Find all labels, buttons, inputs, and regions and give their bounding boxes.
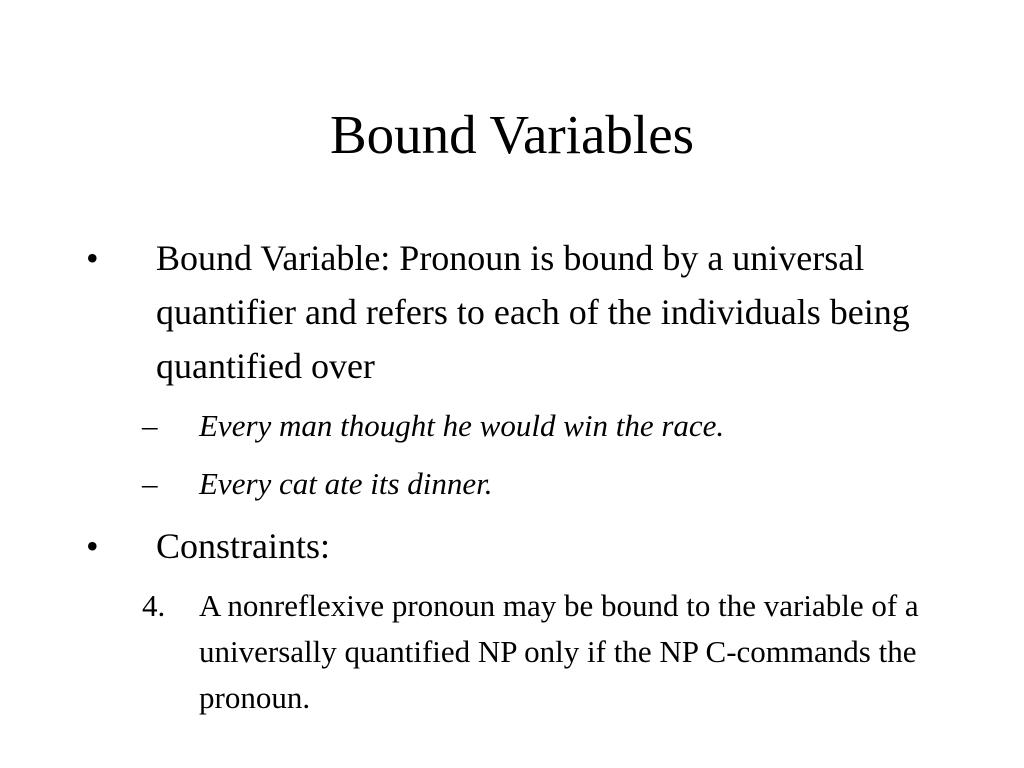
bullet-text-bound-variable: Bound Variable: Pronoun is bound by a universal quantifier and refers to each of the individuals being quantified over	[156, 238, 910, 386]
dash-marker: –	[142, 408, 158, 443]
bullet-marker: •	[86, 526, 99, 566]
dash-marker: –	[142, 466, 158, 501]
slide-title: Bound Variables	[329, 104, 695, 165]
constraint-text: A nonreflexive pronoun may be bound to the variable of a universally quantified NP only if the NP C-commands the pronoun.	[199, 588, 919, 715]
bullet-marker: •	[86, 238, 99, 278]
example-sentence: Every cat ate its dinner.	[199, 466, 493, 501]
constraint-number: 4.	[142, 588, 166, 623]
example-sentence: Every man thought he would win the race.	[199, 408, 725, 443]
bullet-text-constraints: Constraints:	[156, 526, 331, 566]
